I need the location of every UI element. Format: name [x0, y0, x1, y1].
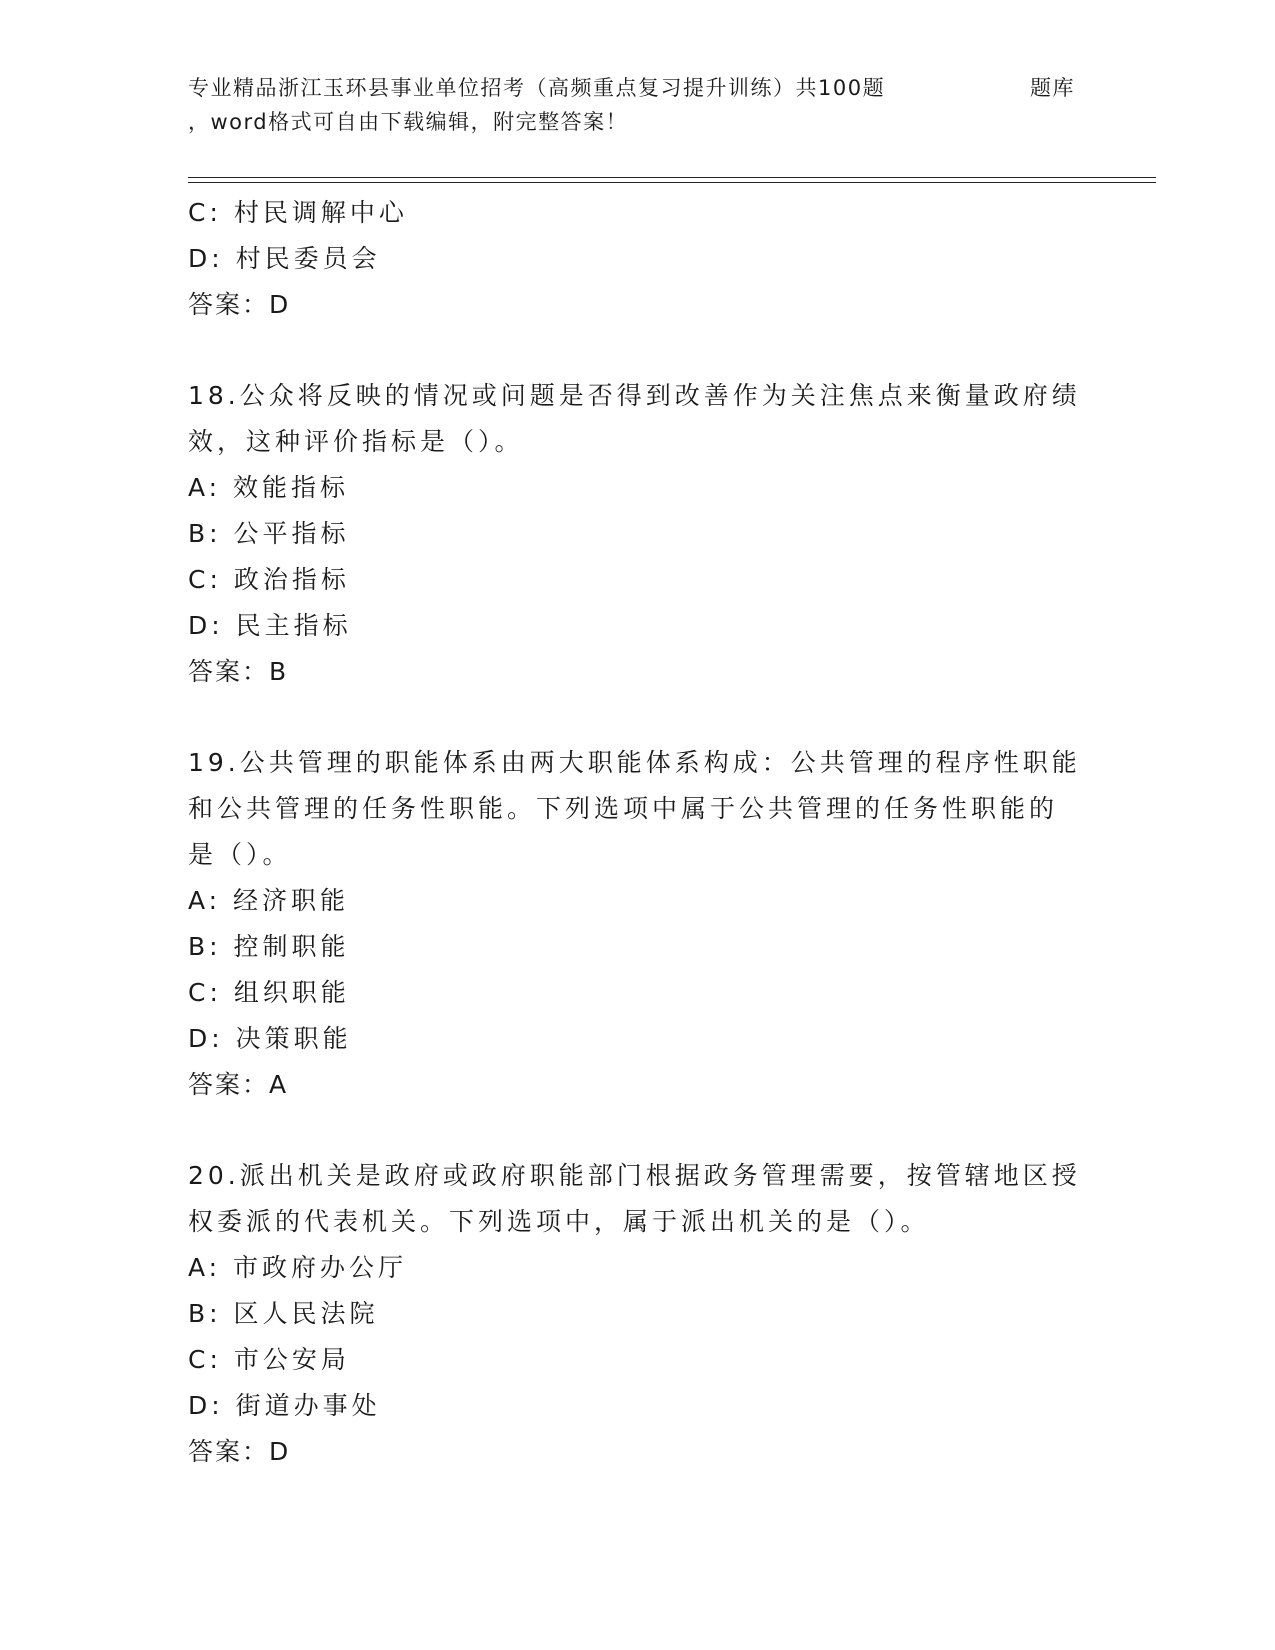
option-a: A: 效能指标: [188, 473, 350, 502]
option-b: B: 区人民法院: [188, 1299, 379, 1328]
question-block-18: [188, 373, 1088, 695]
answer-line: 答案：B: [188, 657, 289, 686]
spacer: [188, 695, 1088, 740]
question-block-continued: [188, 190, 1088, 328]
header-divider-bottom: [188, 182, 1156, 183]
option-d: D: 村民委员会: [188, 244, 381, 273]
option-d: D: 决策职能: [188, 1024, 352, 1053]
answer-line: 答案：D: [188, 290, 291, 319]
answer-line: 答案：A: [188, 1070, 289, 1099]
option-a: A: 市政府办公厅: [188, 1253, 408, 1282]
header-right-label: 题库: [1030, 76, 1075, 100]
option-c: C: 村民调解中心: [188, 198, 408, 227]
question-stem-line: 18.公众将反映的情况或问题是否得到改善作为关注焦点来衡量政府绩: [188, 381, 1081, 410]
option-d: D: 街道办事处: [188, 1391, 381, 1420]
header-title-line2: ，word格式可自由下载编辑，附完整答案！: [188, 110, 629, 134]
option-c: C: 组织职能: [188, 978, 350, 1007]
option-b: B: 控制职能: [188, 932, 350, 961]
answer-line: 答案：D: [188, 1437, 291, 1466]
question-stem-line: 和公共管理的任务性职能。下列选项中属于公共管理的任务性职能的: [188, 794, 1059, 823]
question-stem-line: 效，这种评价指标是（）。: [188, 427, 524, 456]
question-block-19: [188, 740, 1088, 1108]
option-c: C: 市公安局: [188, 1345, 350, 1374]
option-a: A: 经济职能: [188, 886, 350, 915]
question-stem-line: 19.公共管理的职能体系由两大职能体系构成：公共管理的程序性职能: [188, 748, 1081, 777]
option-c: C: 政治指标: [188, 565, 350, 594]
spacer: [188, 1108, 1088, 1153]
question-stem-line: 权委派的代表机关。下列选项中，属于派出机关的是（）。: [188, 1207, 930, 1236]
question-stem-line: 是（）。: [188, 840, 292, 869]
page-header: [188, 72, 1088, 142]
spacer: [188, 328, 1088, 373]
question-stem-line: 20.派出机关是政府或政府职能部门根据政务管理需要，按管辖地区授: [188, 1161, 1081, 1190]
header-title-line1: 专业精品浙江玉环县事业单位招考（高频重点复习提升训练）共100题: [188, 76, 886, 100]
option-d: D: 民主指标: [188, 611, 352, 640]
question-block-20: [188, 1153, 1088, 1475]
option-b: B: 公平指标: [188, 519, 350, 548]
question-content: [188, 190, 1088, 1475]
header-divider-top: [188, 177, 1156, 178]
